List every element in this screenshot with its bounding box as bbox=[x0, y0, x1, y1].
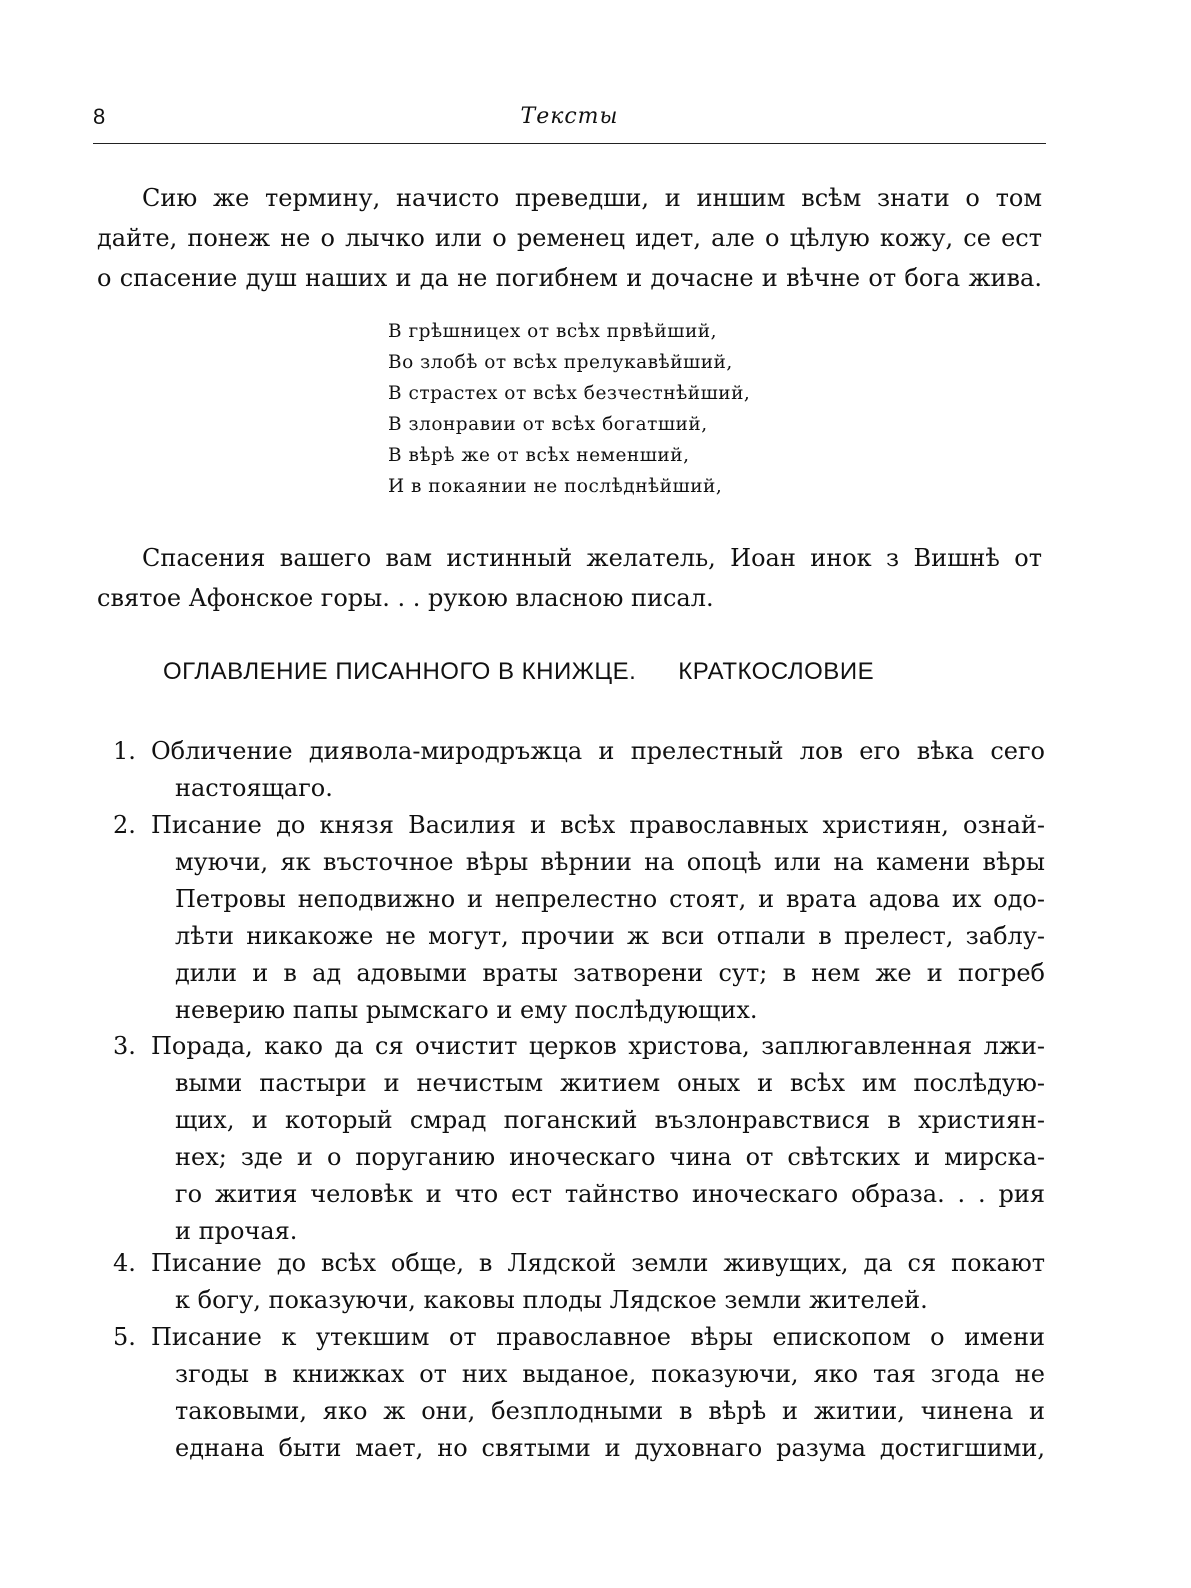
paragraph-line: дайте, понеж не о лычко или о ременец идет, але о цѣлую кожу, се ест bbox=[97, 224, 1042, 252]
toc-line: згоды в книжках от них выданое, показуючи, яко тая згода не bbox=[175, 1360, 1045, 1388]
toc-line: Порада, како да ся очистит церков христова, заплюгавленная лжи- bbox=[151, 1032, 1045, 1060]
toc-line: Петровы неподвижно и непрелестно стоят, и врата адова их одо- bbox=[175, 885, 1045, 913]
toc-line: Писание до всѣх обще, в Лядской земли живущих, да ся покают bbox=[151, 1249, 1045, 1277]
toc-item-number: 2. bbox=[113, 811, 136, 839]
toc-item-number: 3. bbox=[113, 1032, 136, 1060]
verse-line: И в покаянии не послѣднѣйший, bbox=[388, 476, 723, 497]
verse-block bbox=[388, 316, 750, 502]
page-number: 8 bbox=[93, 104, 106, 129]
toc-line: настоящаго. bbox=[175, 774, 333, 802]
toc-line: щих, и который смрад поганский възлонравствися в християн- bbox=[175, 1106, 1045, 1134]
toc-line: Обличение диявола-миродръжца и прелестный лов его вѣка сего bbox=[151, 737, 1045, 765]
header-rule bbox=[93, 143, 1046, 144]
heading-contents: ОГЛАВЛЕНИЕ ПИСАННОГО В КНИЖЦЕ. bbox=[163, 658, 637, 685]
verse-line: Во злобѣ от всѣх прелукавѣйший, bbox=[388, 352, 733, 373]
paragraph-line: о спасение душ наших и да не погибнем и дочасне и вѣчне от бога жива. bbox=[97, 264, 1042, 292]
toc-line: го жития человѣк и что ест тайнство иноческаго образа. . . рия bbox=[175, 1180, 1045, 1208]
toc-line: к богу, показуючи, каковы плоды Лядское земли жителей. bbox=[175, 1286, 928, 1314]
toc-line: и прочая. bbox=[175, 1217, 298, 1245]
page-header bbox=[93, 104, 1046, 138]
toc-item-number: 1. bbox=[113, 737, 136, 765]
toc-line: таковыми, яко ж они, безплодными в вѣрѣ и житии, чинена и bbox=[175, 1397, 1045, 1425]
verse-line: В вѣрѣ же от всѣх неменший, bbox=[388, 445, 690, 466]
opening-paragraph bbox=[97, 178, 1042, 298]
toc-line: муючи, як въсточное вѣры вѣрнии на опоцѣ или на камени вѣры bbox=[175, 848, 1045, 876]
section-heading bbox=[163, 658, 874, 686]
verse-line: В грѣшницех от всѣх првѣйший, bbox=[388, 321, 717, 342]
running-title: Тексты bbox=[520, 104, 619, 129]
toc-line: еднана быти мает, но святыми и духовнаго разума достигшими, bbox=[175, 1434, 1045, 1462]
toc-line: лѣти никакоже не могут, прочии ж вси отпали в прелест, заблу- bbox=[175, 922, 1045, 950]
toc-line: Писание к утекшим от православное вѣры епископом о имени bbox=[151, 1323, 1045, 1351]
toc-item-number: 5. bbox=[113, 1323, 136, 1351]
toc-line: неверию папы рымскаго и ему послѣдующих. bbox=[175, 996, 758, 1024]
toc-line: дили и в ад адовыми враты затворени сут; в нем же и погреб bbox=[175, 959, 1045, 987]
heading-brief: КРАТКОСЛОВИЕ bbox=[678, 658, 875, 685]
verse-line: В страстех от всѣх безчестнѣйший, bbox=[388, 383, 751, 404]
paragraph-line: Спасения вашего вам истинный желатель, Иоан инок з Вишнѣ от bbox=[142, 544, 1042, 572]
toc-item-number: 4. bbox=[113, 1249, 136, 1277]
paragraph-line: Сию же термину, начисто преведши, и иншим всѣм знати о том bbox=[142, 184, 1042, 212]
paragraph-line: святое Афонское горы. . . рукою власною писал. bbox=[97, 584, 714, 612]
signature-paragraph bbox=[97, 538, 1042, 618]
toc-line: Писание до князя Василия и всѣх православных християн, ознай- bbox=[151, 811, 1045, 839]
verse-line: В злонравии от всѣх богатший, bbox=[388, 414, 708, 435]
toc-line: выми пастыри и нечистым житием оных и всѣх им послѣдую- bbox=[175, 1069, 1045, 1097]
toc-line: нех; зде и о поруганию иноческаго чина от свѣтских и мирска- bbox=[175, 1143, 1045, 1171]
